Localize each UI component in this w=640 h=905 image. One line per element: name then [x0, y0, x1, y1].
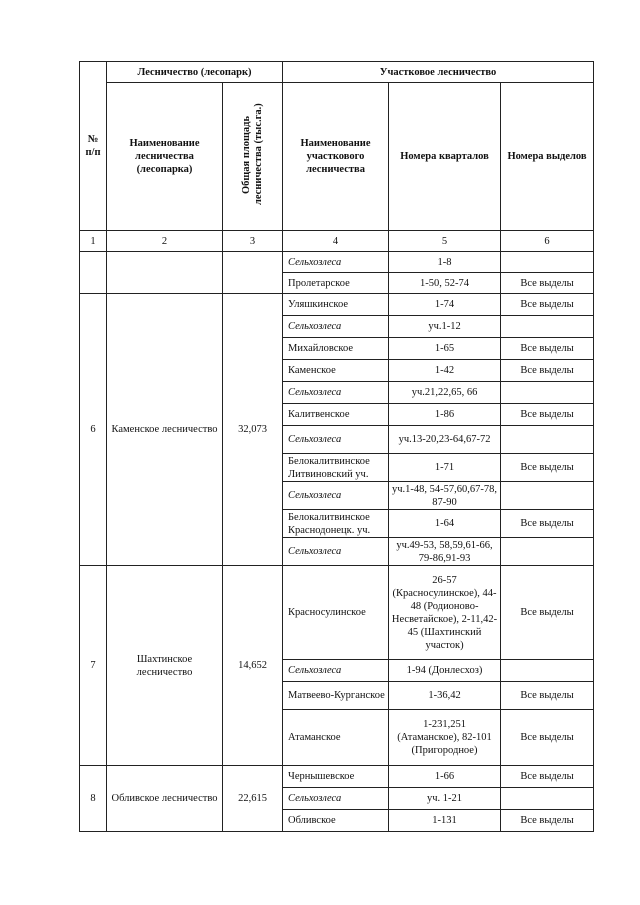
column-number: 1: [80, 231, 107, 252]
district-name: Каменское: [283, 360, 389, 382]
forestry-number: 6: [80, 294, 107, 566]
quarters-cell: 1-42: [389, 360, 501, 382]
forestry-name: Каменское лесничество: [107, 294, 223, 566]
district-name: Сельхозлеса: [283, 316, 389, 338]
plots-cell: Все выделы: [501, 510, 594, 538]
plots-cell: Все выделы: [501, 294, 594, 316]
plots-cell: Все выделы: [501, 566, 594, 660]
district-name: Атаманское: [283, 710, 389, 766]
forestry-name: Шахтинское лесничество: [107, 566, 223, 766]
plots-cell: [501, 426, 594, 454]
district-name: Пролетарское: [283, 273, 389, 294]
table-row: [80, 252, 594, 273]
plots-cell: [501, 482, 594, 510]
plots-cell: Все выделы: [501, 810, 594, 832]
header-district-name: Наименование участкового лесничества: [283, 83, 389, 231]
plots-cell: Все выделы: [501, 338, 594, 360]
plots-cell: Все выделы: [501, 454, 594, 482]
table-row: [80, 766, 594, 788]
quarters-cell: 26-57 (Красносулинское), 44-48 (Родионово-Несветайское), 2-11,42-45 (Шахтинский участок): [389, 566, 501, 660]
header-forestry-name: Наименование лесничества (лесопарка): [107, 83, 223, 231]
plots-cell: Все выделы: [501, 360, 594, 382]
quarters-cell: уч.21,22,65, 66: [389, 382, 501, 404]
district-name: Калитвенское: [283, 404, 389, 426]
plots-cell: Все выделы: [501, 710, 594, 766]
empty-cell: [107, 252, 223, 294]
district-name: Уляшкинское: [283, 294, 389, 316]
quarters-cell: 1-131: [389, 810, 501, 832]
forestry-table: [79, 61, 594, 832]
plots-cell: [501, 788, 594, 810]
quarters-cell: 1-65: [389, 338, 501, 360]
quarters-cell: уч.49-53, 58,59,61-66, 79-86,91-93: [389, 538, 501, 566]
header-quarters: Номера кварталов: [389, 83, 501, 231]
column-number: 6: [501, 231, 594, 252]
forestry-number: 8: [80, 766, 107, 832]
quarters-cell: 1-64: [389, 510, 501, 538]
empty-cell: [80, 252, 107, 294]
district-name: Белокалитвинское Краснодонецк. уч.: [283, 510, 389, 538]
plots-cell: [501, 382, 594, 404]
plots-cell: Все выделы: [501, 682, 594, 710]
plots-cell: [501, 660, 594, 682]
plots-cell: [501, 252, 594, 273]
plots-cell: Все выделы: [501, 404, 594, 426]
column-number: 5: [389, 231, 501, 252]
table-row: [80, 566, 594, 660]
quarters-cell: 1-94 (Донлесхоз): [389, 660, 501, 682]
column-number: 4: [283, 231, 389, 252]
table-row: [80, 294, 594, 316]
district-name: Сельхозлеса: [283, 426, 389, 454]
district-name: Белокалитвинское Литвиновский уч.: [283, 454, 389, 482]
district-name: Сельхозлеса: [283, 482, 389, 510]
header-district-group: Участковое лесничество: [283, 62, 594, 83]
quarters-cell: 1-50, 52-74: [389, 273, 501, 294]
district-name: Обливское: [283, 810, 389, 832]
district-name: Чернышевское: [283, 766, 389, 788]
plots-cell: Все выделы: [501, 273, 594, 294]
header-plots: Номера выделов: [501, 83, 594, 231]
column-number-row: [80, 231, 594, 252]
header-area-text: Общая площадь лесничества (тыс.га.): [240, 103, 264, 206]
empty-cell: [223, 252, 283, 294]
forestry-name: Обливское лесничество: [107, 766, 223, 832]
quarters-cell: 1-74: [389, 294, 501, 316]
quarters-cell: уч.1-12: [389, 316, 501, 338]
header-area: [223, 83, 283, 231]
forestry-area: 14,652: [223, 566, 283, 766]
plots-cell: Все выделы: [501, 766, 594, 788]
forestry-area: 22,615: [223, 766, 283, 832]
quarters-cell: 1-8: [389, 252, 501, 273]
column-number: 3: [223, 231, 283, 252]
header-number: № п/п: [80, 62, 107, 231]
quarters-cell: уч.13-20,23-64,67-72: [389, 426, 501, 454]
column-number: 2: [107, 231, 223, 252]
district-name: Сельхозлеса: [283, 788, 389, 810]
quarters-cell: 1-231,251 (Атаманское), 82-101 (Пригородное): [389, 710, 501, 766]
quarters-cell: 1-86: [389, 404, 501, 426]
district-name: Красносулинское: [283, 566, 389, 660]
district-name: Михайловское: [283, 338, 389, 360]
district-name: Сельхозлеса: [283, 252, 389, 273]
district-name: Матвеево-Курганское: [283, 682, 389, 710]
quarters-cell: 1-71: [389, 454, 501, 482]
district-name: Сельхозлеса: [283, 538, 389, 566]
quarters-cell: 1-36,42: [389, 682, 501, 710]
header-forestry-group: Лесничество (лесопарк): [107, 62, 283, 83]
district-name: Сельхозлеса: [283, 382, 389, 404]
forestry-area: 32,073: [223, 294, 283, 566]
district-name: Сельхозлеса: [283, 660, 389, 682]
quarters-cell: уч. 1-21: [389, 788, 501, 810]
forestry-number: 7: [80, 566, 107, 766]
plots-cell: [501, 538, 594, 566]
quarters-cell: 1-66: [389, 766, 501, 788]
plots-cell: [501, 316, 594, 338]
quarters-cell: уч.1-48, 54-57,60,67-78, 87-90: [389, 482, 501, 510]
